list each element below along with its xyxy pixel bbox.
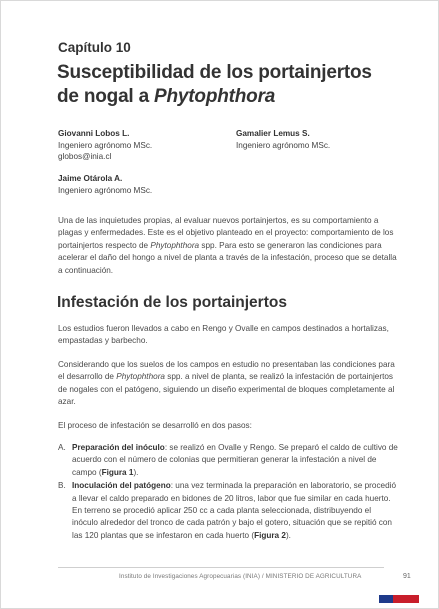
author-name: Jaime Otárola A. (58, 174, 123, 183)
step-body: : se realizó en Ovalle y Rengo. Se preparó el caldo de cultivo de acuerdo con el número de colonias que permitieran generar la infestación a nivel de campo ( (72, 443, 398, 477)
para2-text-1: Considerando que los suelos de los campos en estudio no presentaban las condiciones para el desarrollo de (58, 360, 395, 382)
list-letter: A. (58, 443, 66, 452)
author-role: Ingeniero agrónomo MSc. (58, 140, 153, 150)
flag-red-segment (393, 595, 419, 603)
author-block (58, 173, 152, 196)
intro-paragraph (58, 215, 398, 277)
section-heading: Infestación de los portainjertos (57, 294, 287, 311)
page-number: 91 (403, 573, 411, 580)
intro-italic: Phytophthora (150, 240, 200, 250)
footer-divider (58, 567, 384, 568)
title-main: Susceptibilidad de los portainjertos de nogal a (57, 62, 372, 107)
paragraph-3: El proceso de infestación se desarrolló en dos pasos: (58, 421, 252, 430)
steps-list (58, 442, 398, 542)
footer-text: Instituto de Investigaciones Agropecuarias (INIA) / MINISTERIO DE AGRICULTURA (119, 573, 362, 580)
chapter-title (57, 61, 397, 109)
author-role: Ingeniero agrónomo MSc. (236, 140, 331, 150)
list-text (72, 480, 398, 542)
figure-reference: Figura 2 (254, 530, 286, 540)
step-title: Preparación del inóculo (72, 443, 165, 452)
chile-flag-bar (379, 595, 419, 603)
list-item (58, 480, 398, 542)
list-text (72, 442, 398, 479)
list-item (58, 442, 398, 479)
para2-italic: Phytophthora (116, 372, 165, 382)
author-role: Ingeniero agrónomo MSc. (58, 185, 153, 195)
para2-text-2: spp. a nivel de planta, se realizó la infestación de portainjertos de nogales con el patógeno, siguiendo un diseño experimental de bloques completamente al azar. (58, 372, 395, 407)
step-title: Inoculación del patógeno (72, 481, 171, 491)
intro-text-2: spp. Para esto se generaron las condiciones para acelerar el daño del hongo a nivel de planta a través de la infestación, proceso que se detalla a continuación. (58, 240, 397, 275)
title-italic: Phytophthora (154, 86, 276, 107)
author-name: Gamalier Lemus S. (236, 129, 310, 138)
paragraph-1: Los estudios fueron llevados a cabo en Rengo y Ovalle en campos destinados a hortalizas, empastadas y barbecho. (58, 324, 389, 346)
paragraph-2 (58, 359, 398, 409)
step-body: : una vez terminada la preparación en laboratorio, se procedió a llevar el caldo preparado en bidones de 20 litros, labor que fue similar en cada huerto. En terreno se procedió aplicar 250 cc a cada planta seleccionada, distribuyendo el inóculo alrededor del tronco de cada patrón y bajo el gotero, situación que se repitió con las 120 plantas que se infestaron en cada huerto ( (72, 481, 397, 540)
author-name: Giovanni Lobos L. (58, 129, 130, 138)
intro-text-1: Una de las inquietudes propias, al evaluar nuevos portainjertos, es su comportamiento a plagas y enfermedades. Este es el objetivo planteado en el proyecto: comportamiento de los portainjertos respecto de (58, 216, 394, 250)
step-end: ). (285, 530, 291, 540)
step-end: ). (133, 467, 139, 477)
flag-blue-segment (379, 595, 393, 603)
list-letter: B. (58, 481, 66, 491)
figure-reference: Figura 1 (101, 467, 134, 477)
author-block (58, 128, 152, 163)
author-email: globos@inia.cl (58, 152, 112, 161)
author-block (236, 128, 330, 151)
chapter-label: Capítulo 10 (58, 40, 131, 55)
